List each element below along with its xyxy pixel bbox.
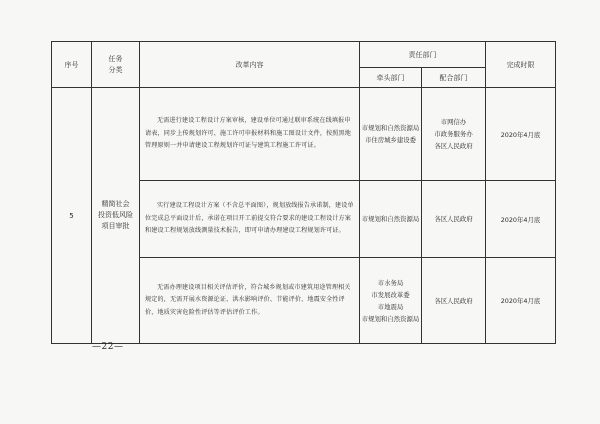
row-coop-dept: 市网信办 市政务服务办 各区人民政府	[422, 88, 486, 181]
row-deadline: 2020年4月底	[486, 258, 556, 344]
row-category: 精简社会 投资低风险 项目审批	[92, 88, 140, 344]
header-coop: 配合部门	[422, 68, 486, 88]
table-row	[52, 88, 556, 181]
row-coop-dept: 各区人民政府	[422, 181, 486, 258]
row-deadline: 2020年4月底	[486, 181, 556, 258]
header-lead: 牵头部门	[360, 68, 422, 88]
row-lead-dept: 市规划和自然资源局	[360, 181, 422, 258]
header-seq: 序号	[52, 42, 92, 88]
row-lead-dept: 市规划和自然资源局 市住房城乡建设委	[360, 88, 422, 181]
row-content: 无需办理建设项目相关评估评价，符合城乡规划或市建筑用途管理相关规定的，无需开展水资源论证、洪水影响评价、节能评价、地震安全性评价、地质灾害危险性评估等评估评价工作。	[140, 258, 360, 344]
header-content: 改革内容	[140, 42, 360, 88]
header-deadline: 完成时限	[486, 42, 556, 88]
row-seq: 5	[52, 88, 92, 344]
page-number: —22—	[92, 342, 124, 352]
row-lead-dept: 市水务局 市发展改革委 市地震局 市规划和自然资源局	[360, 258, 422, 344]
row-content: 无需进行建设工程设计方案审核，建设单位可通过联审系统在线填报申请表，同步上传规划许可、施工许可申报材料和施工图设计文件，按照黑地管理原则一并申请建设工程规划许可证与建筑工程施工许可证。	[140, 88, 360, 181]
row-deadline: 2020年4月底	[486, 88, 556, 181]
row-content: 实行建设工程设计方案（不含总平面图），规划放线报告承诺制，建设单位完成总平面设计后，承诺在项目开工前提交符合要求的建设工程设计方案和建设工程规划放线测量技术报告，即可申请办理建设工程规划许可证。	[140, 181, 360, 258]
header-dept: 责任部门	[360, 42, 486, 68]
row-coop-dept: 各区人民政府	[422, 258, 486, 344]
reform-table	[51, 41, 556, 344]
header-category: 任务 分类	[92, 42, 140, 88]
